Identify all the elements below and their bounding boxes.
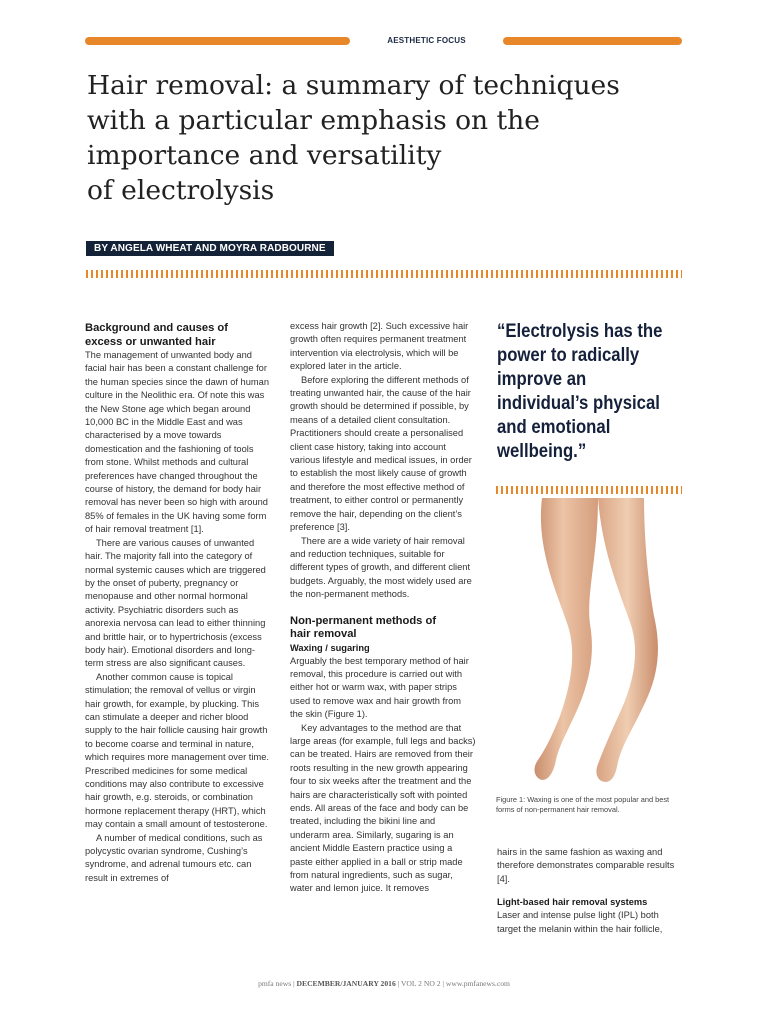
orange-tick-divider-side — [496, 486, 682, 494]
paragraph: The management of unwanted body and facial hair has been a constant challenge for the human species since the dawn of human culture in the Neolithic era. Of note this was the New Stone age which began around 10,000 BC in the Middle East and was characterised by a move towards domestication and the fashioning of tools from stone. Whilst methods and cultural preferences have changed throughout the course of history, the demand for body hair removal has never been so high with around 85% of females in the UK having some form of hair removal treatment [1]. — [85, 350, 269, 535]
paragraph: There are a wide variety of hair removal and reduction techniques, suitable for different types of growth, and different client budgets. Arguably, the most widely used are the non-permanent methods. — [290, 535, 472, 600]
byline: BY ANGELA WHEAT AND MOYRA RADBOURNE — [86, 241, 334, 256]
section-label: AESTHETIC FOCUS — [387, 36, 466, 45]
column-2 — [290, 320, 476, 896]
paragraph: Arguably the best temporary method of hair removal, this procedure is carried out with either hot or warm wax, with paper strips used to remove wax and hair growth from the skin (Figure 1). — [290, 655, 469, 720]
column-3 — [497, 846, 683, 936]
paragraph: A number of medical conditions, such as polycystic ovarian syndrome, Cushing’s syndrome, and adrenal tumours etc. can result in extremes of — [85, 832, 263, 883]
left-leg — [535, 498, 598, 780]
section-heading-non-permanent: Non-permanent methods of hair removal — [290, 614, 437, 641]
title-line-3: importance and versatility — [87, 140, 442, 171]
right-leg — [596, 498, 658, 782]
subheading-waxing: Waxing / sugaring — [290, 642, 370, 653]
column-1 — [85, 322, 273, 885]
title-line-1: Hair removal: a summary of techniques — [87, 70, 620, 101]
orange-rule-left — [85, 37, 350, 45]
section-heading-background: Background and causes of excess or unwanted hair — [85, 322, 228, 348]
paragraph: hairs in the same fashion as waxing and therefore demonstrates comparable results [4]. — [497, 847, 675, 884]
paragraph: Another common cause is topical stimulation; the removal of vellus or virgin hair growth, for example, by plucking. This can stimulate a deeper and richer blood supply to the hair follicle causing hair growth to become coarse and terminal in nature, which requires more management over time. Prescribed medicines for some medical conditions may also contribute to excessive hair growth, e.g. steroids, or combination hormone replacement therapy (HRT), which may contain a small amount of testosterone. — [85, 671, 269, 830]
paragraph: Laser and intense pulse light (IPL) both target the melanin within the hair follicle, — [497, 910, 663, 934]
footer-issue: DECEMBER/JANUARY 2016 — [296, 979, 396, 988]
page-footer: pmfa news | DECEMBER/JANUARY 2016 | VOL 2 NO 2 | www.pmfanews.com — [258, 979, 510, 988]
figure-caption: Figure 1: Waxing is one of the most popular and best forms of non-permanent hair removal. — [496, 795, 670, 814]
paragraph: Before exploring the different methods of treating unwanted hair, the cause of the hair growth should be determined if possible, by means of a detailed client consultation. Practitioners should create a personalised client case history, taking into account various lifestyle and medical issues, in order to establish the most likely cause of growth and therefore the most effective method of treatment, to either control or permanently remove the hair, depending on the client’s preference [3]. — [290, 374, 472, 533]
subheading-light-based: Light-based hair removal systems — [497, 897, 648, 908]
paragraph: excess hair growth [2]. Such excessive hair growth often requires permanent treatment intervention via electrolysis, which will be explored later in the article. — [290, 321, 469, 372]
title-line-2: with a particular emphasis on the — [87, 105, 540, 136]
footer-volume: VOL 2 NO 2 — [400, 979, 441, 988]
footer-site: pmfa news — [258, 979, 292, 988]
footer-url[interactable]: www.pmfanews.com — [445, 979, 510, 988]
pull-quote: “Electrolysis has the power to radically improve an individual’s physical and emotional wellbeing.” — [497, 321, 663, 462]
title-line-4: of electrolysis — [87, 175, 275, 206]
paragraph: Key advantages to the method are that large areas (for example, full legs and backs) can be treated. Hairs are removed from their roots resulting in the new growth appearing four to six weeks after the treatment and the hairs are characteristically soft with pointed ends. All areas of the face and body can be treated, including the bikini line and underarm area. Similarly, sugaring is an ancient Middle Eastern practice using a paste either applied in a ball or strip made from natural ingredients, such as sugar, water and lemon juice. It removes — [290, 722, 476, 894]
article-title — [87, 68, 687, 208]
orange-rule-right — [503, 37, 682, 45]
paragraph: There are various causes of unwanted hair. The majority fall into the category of normal systemic causes which are triggered by the onset of puberty, pregnancy or menopause and other normal hormonal activity. Psychiatric disorders such as anorexia nervosa can lead to either thinning and brittle hair, or to hypertrichosis (excess body hair). Emotional disorders and long-term stress are also significant causes. — [85, 537, 266, 669]
legs-illustration — [494, 498, 684, 788]
legs-photo — [494, 498, 684, 788]
orange-tick-divider — [86, 270, 682, 278]
section-header-bar — [85, 37, 682, 45]
